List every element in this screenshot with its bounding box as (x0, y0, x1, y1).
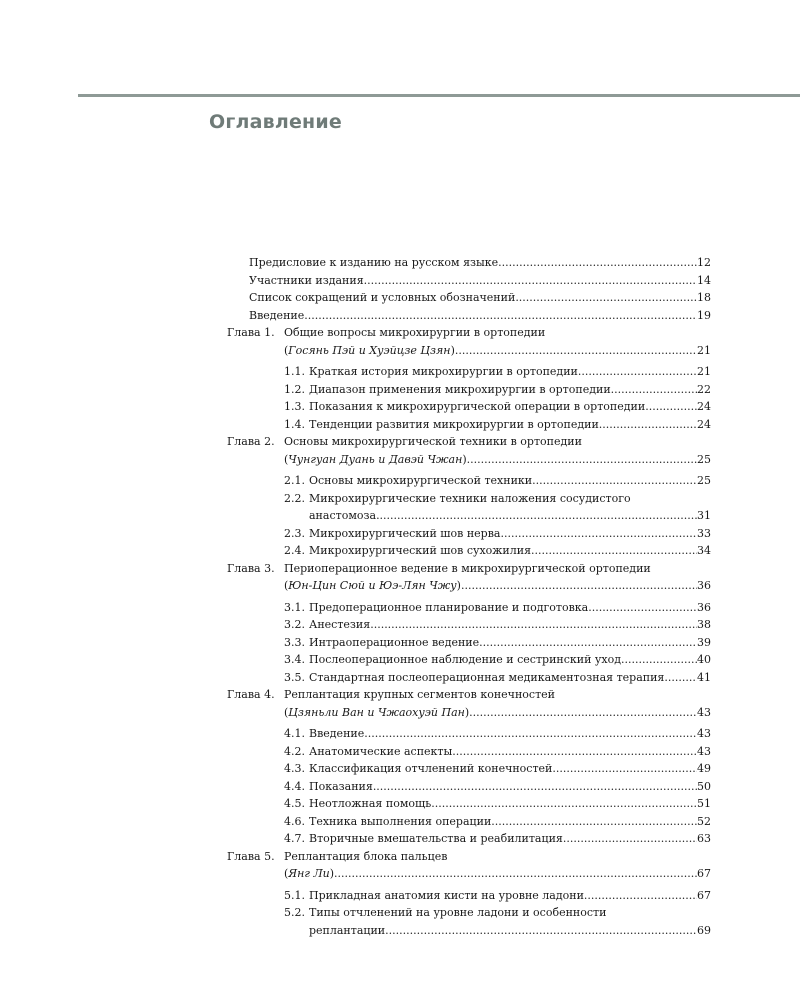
section-entry[interactable] (0, 599, 800, 617)
section-number: 1.3. (284, 400, 305, 413)
section-title: Введение (309, 727, 365, 740)
dot-leader (479, 634, 697, 652)
page-number: 43 (697, 705, 711, 719)
toc-leader (249, 307, 711, 325)
entry-title: Участники издания (249, 273, 364, 287)
section-title: Техника выполнения операции (309, 814, 492, 828)
section-title: Показания к микрохирургической операции в ортопедии (309, 400, 646, 413)
dot-leader (370, 616, 697, 634)
header-rule (78, 94, 800, 97)
toc-leader (309, 887, 711, 905)
dot-leader (621, 651, 697, 669)
chapter-label: Глава 3. (227, 561, 275, 575)
section-title: Прикладная анатомия кисти на уровне ладони (309, 888, 584, 902)
toc-leader (309, 599, 711, 617)
section-entry[interactable] (0, 416, 800, 434)
entry-title: Предисловие к изданию на русском языке (249, 256, 499, 269)
page-number: 36 (697, 579, 711, 592)
section-title: Предоперационное планирование и подготовка (309, 600, 589, 614)
section-entry[interactable] (0, 743, 800, 761)
section-number: 1.1. (284, 365, 305, 378)
section-entry[interactable] (0, 490, 800, 508)
dot-leader (469, 704, 697, 722)
toc-leader (309, 795, 711, 813)
dot-leader (578, 363, 697, 381)
page-number: 19 (697, 308, 711, 322)
dot-leader (376, 507, 697, 525)
section-entry[interactable] (0, 634, 800, 652)
section-title: Вторичные вмешательства и реабилитация (309, 832, 563, 845)
section-entry[interactable] (0, 472, 800, 490)
chapter-authors: (Чунгуан Дуань и Давэй Чжан) (284, 452, 467, 466)
page-number: 67 (697, 867, 711, 880)
section-title-continued: анастомоза (309, 509, 377, 522)
section-number: 2.2. (284, 491, 305, 505)
dot-leader (645, 398, 697, 416)
chapter-heading[interactable] (0, 324, 800, 342)
section-entry[interactable] (0, 760, 800, 778)
chapter-authors: (Юн-Цин Сюй и Юэ-Лян Чжу) (284, 579, 461, 592)
dot-leader (364, 272, 697, 290)
chapter-title: Периоперационное ведение в микрохирургической ортопедии (284, 561, 651, 575)
table-of-contents (0, 254, 800, 939)
front-matter-entry[interactable] (0, 254, 800, 272)
section-title: Классификация отчленений конечностей (309, 762, 553, 775)
chapter-heading[interactable] (0, 686, 800, 704)
section-title: Основы микрохирургической техники (309, 474, 533, 487)
entry-title: Список сокращений и условных обозначений (249, 291, 516, 304)
section-number: 4.1. (284, 727, 305, 740)
toc-leader (309, 525, 711, 543)
page-number: 25 (697, 474, 711, 487)
section-title-continued: реплантации (309, 923, 386, 937)
chapter-authors: (Янг Ли) (284, 867, 335, 880)
chapter-title: Реплантация блока пальцев (284, 849, 448, 863)
section-number: 3.4. (284, 653, 305, 666)
chapter-authors: (Цзяньли Ван и Чжаохуэй Пан) (284, 705, 470, 719)
toc-leader (309, 472, 711, 490)
dot-leader (531, 542, 697, 560)
toc-leader (309, 669, 711, 687)
chapter-title: Реплантация крупных сегментов конечностей (284, 688, 555, 701)
section-entry[interactable] (0, 542, 800, 560)
dot-leader (467, 451, 697, 469)
section-title: Тенденции развития микрохирургии в ортопедии (309, 417, 599, 431)
section-entry[interactable] (0, 616, 800, 634)
chapter-label: Глава 1. (227, 326, 275, 339)
page-number: 38 (697, 618, 711, 631)
page-number: 39 (697, 635, 711, 649)
section-number: 4.2. (284, 744, 305, 758)
page-number: 43 (697, 727, 711, 740)
section-number: 3.5. (284, 670, 305, 684)
section-entry[interactable] (0, 363, 800, 381)
section-title: Стандартная послеоперационная медикаментозная терапия (309, 670, 665, 684)
section-number: 4.5. (284, 797, 305, 810)
chapter-authors-line[interactable] (0, 704, 800, 722)
section-entry[interactable] (0, 525, 800, 543)
section-entry[interactable] (0, 904, 800, 922)
chapter-title: Общие вопросы микрохирургии в ортопедии (284, 326, 546, 339)
chapter-authors-line[interactable] (0, 577, 800, 595)
toc-leader (249, 272, 711, 290)
section-number: 2.4. (284, 544, 305, 557)
chapter-heading[interactable] (0, 560, 800, 578)
section-number: 3.2. (284, 618, 305, 631)
chapter-authors-line[interactable] (0, 451, 800, 469)
front-matter-entry[interactable] (0, 289, 800, 307)
section-entry[interactable] (0, 887, 800, 905)
dot-leader (491, 813, 697, 831)
section-entry[interactable] (0, 398, 800, 416)
toc-leader (309, 398, 711, 416)
toc-leader (309, 542, 711, 560)
chapter-label: Глава 5. (227, 849, 275, 863)
section-number: 3.1. (284, 600, 305, 614)
dot-leader (515, 289, 697, 307)
section-number: 2.1. (284, 474, 305, 487)
section-number: 5.2. (284, 906, 305, 919)
chapter-authors: (Госянь Пэй и Хуэйцзе Цзян) (284, 343, 455, 357)
section-title: Показания (309, 779, 373, 793)
toc-leader (309, 743, 711, 761)
section-title: Неотложная помощь (309, 797, 432, 810)
toc-leader (309, 760, 711, 778)
section-entry-continued[interactable] (0, 507, 800, 525)
page-number: 34 (697, 544, 711, 557)
page-number: 21 (697, 343, 711, 357)
section-number: 2.3. (284, 526, 305, 540)
section-title: Типы отчленений на уровне ладони и особенности (309, 906, 607, 919)
section-number: 5.1. (284, 888, 305, 902)
page-number: 18 (697, 291, 711, 304)
page-number: 21 (697, 365, 711, 378)
toc-leader (309, 725, 711, 743)
page-number: 49 (697, 762, 711, 775)
section-title: Анестезия (309, 618, 371, 631)
dot-leader (431, 795, 697, 813)
toc-leader (249, 289, 711, 307)
dot-leader (599, 416, 697, 434)
toc-leader (284, 577, 711, 595)
entry-title: Введение (249, 308, 305, 322)
dot-leader (552, 760, 697, 778)
page-number: 67 (697, 888, 711, 902)
page-number: 69 (697, 923, 711, 937)
section-entry[interactable] (0, 830, 800, 848)
section-entry[interactable] (0, 725, 800, 743)
toc-leader (309, 616, 711, 634)
page-number: 24 (697, 417, 711, 431)
section-number: 1.4. (284, 417, 305, 431)
page-number: 31 (697, 509, 711, 522)
section-entry[interactable] (0, 778, 800, 796)
dot-leader (500, 525, 697, 543)
section-entry-continued[interactable] (0, 922, 800, 940)
dot-leader (664, 669, 697, 687)
section-title: Диапазон применения микрохирургии в ортопедии (309, 382, 611, 396)
front-matter-entry[interactable] (0, 307, 800, 325)
section-title: Послеоперационное наблюдение и сестринский уход (309, 653, 622, 666)
dot-leader (364, 725, 697, 743)
chapter-label: Глава 4. (227, 688, 275, 701)
page-number: 14 (697, 273, 711, 287)
page-number: 12 (697, 256, 711, 269)
section-number: 4.7. (284, 832, 305, 845)
dot-leader (584, 887, 697, 905)
dot-leader (385, 922, 697, 940)
toc-leader (309, 507, 711, 525)
toc-leader (309, 651, 711, 669)
chapter-heading[interactable] (0, 848, 800, 866)
page-number: 50 (697, 779, 711, 793)
section-entry[interactable] (0, 651, 800, 669)
dot-leader (588, 599, 697, 617)
section-title: Микрохирургический шов нерва (309, 526, 501, 540)
toc-leader (309, 634, 711, 652)
page-number: 40 (697, 653, 711, 666)
toc-leader (309, 363, 711, 381)
section-entry[interactable] (0, 795, 800, 813)
page-number: 52 (697, 814, 711, 828)
front-matter-entry[interactable] (0, 272, 800, 290)
page-number: 24 (697, 400, 711, 413)
section-title: Микрохирургический шов сухожилия (309, 544, 532, 557)
section-title: Интраоперационное ведение (309, 635, 480, 649)
chapter-heading[interactable] (0, 433, 800, 451)
dot-leader (611, 381, 697, 399)
section-title: Краткая история микрохирургии в ортопедии (309, 365, 578, 378)
section-number: 4.3. (284, 762, 305, 775)
toc-leader (284, 865, 711, 883)
dot-leader (304, 307, 697, 325)
page-number: 63 (697, 832, 711, 845)
toc-leader (249, 254, 711, 272)
section-number: 4.6. (284, 814, 305, 828)
section-title: Микрохирургические техники наложения сосудистого (309, 491, 631, 505)
dot-leader (498, 254, 697, 272)
toc-leader (309, 813, 711, 831)
dot-leader (461, 577, 697, 595)
dot-leader (373, 778, 697, 796)
page-number: 33 (697, 526, 711, 540)
page-number: 22 (697, 382, 711, 396)
section-number: 3.3. (284, 635, 305, 649)
dot-leader (532, 472, 697, 490)
section-number: 1.2. (284, 382, 305, 396)
toc-leader (284, 451, 711, 469)
chapter-title: Основы микрохирургической техники в ортопедии (284, 435, 582, 448)
toc-leader (309, 778, 711, 796)
section-entry[interactable] (0, 813, 800, 831)
section-entry[interactable] (0, 669, 800, 687)
section-entry[interactable] (0, 381, 800, 399)
page-number: 41 (697, 670, 711, 684)
toc-leader (284, 704, 711, 722)
toc-leader (309, 830, 711, 848)
section-number: 4.4. (284, 779, 305, 793)
chapter-authors-line[interactable] (0, 342, 800, 360)
page-number: 43 (697, 744, 711, 758)
toc-leader (309, 922, 711, 940)
chapter-authors-line[interactable] (0, 865, 800, 883)
page-title: Оглавление (209, 111, 342, 133)
toc-leader (309, 416, 711, 434)
toc-leader (284, 342, 711, 360)
chapter-label: Глава 2. (227, 435, 275, 448)
toc-leader (309, 381, 711, 399)
dot-leader (455, 342, 697, 360)
page-number: 36 (697, 600, 711, 614)
page-number: 51 (697, 797, 711, 810)
dot-leader (334, 865, 697, 883)
dot-leader (563, 830, 697, 848)
page-number: 25 (697, 452, 711, 466)
section-title: Анатомические аспекты (309, 744, 453, 758)
dot-leader (452, 743, 697, 761)
